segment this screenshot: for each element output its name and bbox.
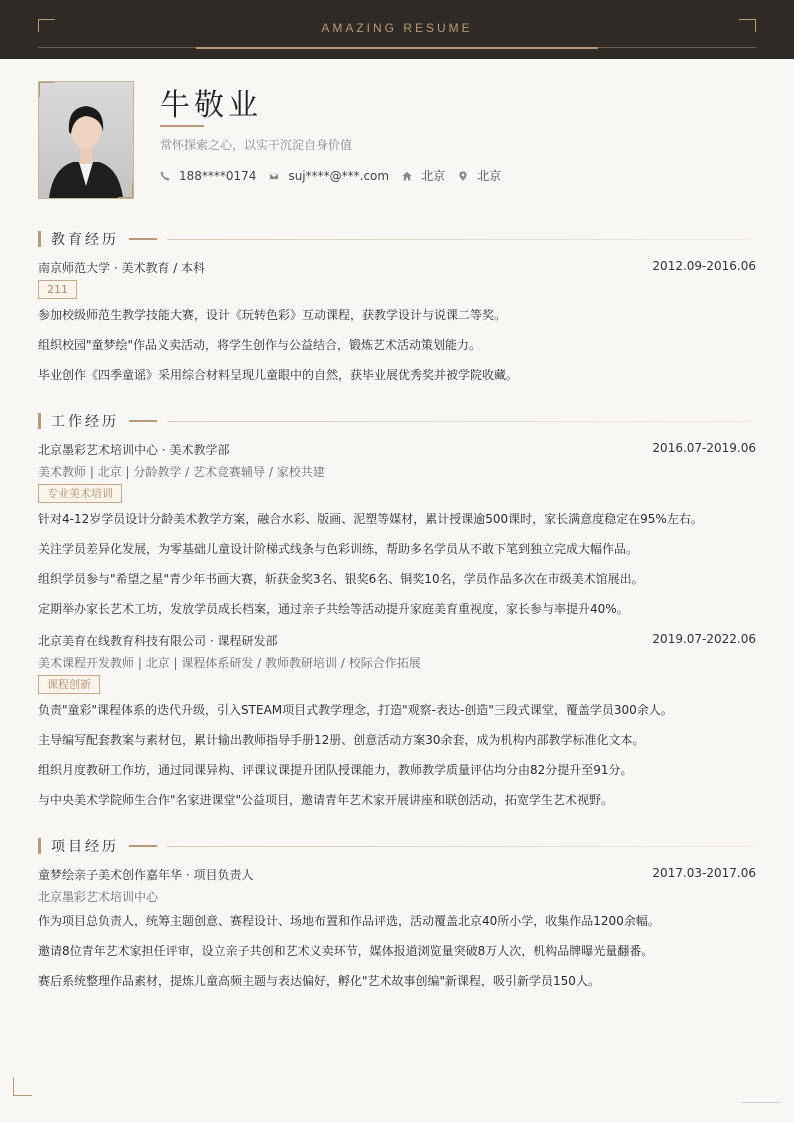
entry-bullet: 针对4-12岁学员设计分龄美术教学方案，融合水彩、版画、泥塑等媒材，累计授课逾500课时，家长满意度稳定在95%左右。 — [38, 512, 703, 526]
entry-heading: 南京师范大学 · 美术教育 / 本科 — [38, 261, 206, 275]
email-icon — [269, 171, 279, 181]
header-bar — [0, 0, 794, 59]
section-header-work — [38, 413, 756, 429]
work-entry-heading — [38, 441, 756, 458]
entry-date: 2016.07-2019.06 — [652, 441, 756, 455]
entry-bullet: 与中央美术学院师生合作"名家进课堂"公益项目，邀请青年艺术家开展讲座和联创活动，拓宽学生艺术视野。 — [38, 793, 614, 807]
brand-title: AMAZING RESUME — [321, 21, 473, 35]
entry-heading: 童梦绘亲子美术创作嘉年华 · 项目负责人 — [38, 868, 254, 882]
entry-bullet: 作为项目总负责人，统筹主题创意、赛程设计、场地布置和作品评选，活动覆盖北京40所小学，收集作品1200余幅。 — [38, 914, 660, 928]
entry-bullet: 组织学员参与"希望之星"青少年书画大赛，斩获金奖3名、银奖6名、铜奖10名，学员作品多次在市级美术馆展出。 — [38, 572, 644, 586]
entry-heading: 北京美育在线教育科技有限公司 · 课程研发部 — [38, 634, 278, 648]
contact-email — [269, 169, 389, 183]
entry-bullet: 参加校级师范生教学技能大赛，设计《玩转色彩》互动课程，获教学设计与说课二等奖。 — [38, 308, 507, 322]
personal-motto: 常怀探索之心，以实干沉淀自身价值 — [160, 138, 353, 152]
entry-bullet: 毕业创作《四季童谣》采用综合材料呈现儿童眼中的自然，获毕业展优秀奖并被学院收藏。 — [38, 368, 519, 382]
contact-info — [160, 167, 514, 184]
entry-tag: 课程创新 — [38, 675, 100, 694]
home-icon — [402, 171, 412, 181]
section-title: 项目经历 — [51, 839, 119, 855]
entry-subtitle: 美术课程开发教师 | 北京 | 课程体系研发 / 教师教研培训 / 校际合作拓展 — [38, 656, 421, 670]
footer-line — [742, 1102, 780, 1103]
section-title: 教育经历 — [51, 232, 119, 248]
work-entry-heading — [38, 632, 756, 649]
header-accent-line — [196, 47, 598, 49]
name-underline — [160, 125, 204, 127]
section-title: 工作经历 — [51, 414, 119, 430]
entry-heading: 北京墨彩艺术培训中心 · 美术教学部 — [38, 443, 230, 457]
education-entry-heading — [38, 259, 756, 276]
project-entry-heading — [38, 866, 756, 883]
entry-tag: 211 — [38, 280, 77, 299]
entry-subtitle: 北京墨彩艺术培训中心 — [38, 890, 159, 904]
location-icon — [458, 171, 468, 181]
section-header-projects — [38, 838, 756, 854]
entry-date: 2017.03-2017.06 — [652, 866, 756, 880]
profile-photo — [38, 81, 134, 199]
current-location: 北京 — [477, 169, 502, 183]
email-address: suj****@***.com — [288, 168, 390, 183]
entry-bullet: 邀请8位青年艺术家担任评审，设立亲子共创和艺术义卖环节，媒体报道浏览量突破8万人次，机构品牌曝光量翻番。 — [38, 944, 654, 958]
entry-bullet: 组织月度教研工作坊，通过同课异构、评课议课提升团队授课能力，教师教学质量评估均分由82分提升至91分。 — [38, 763, 633, 777]
avatar — [39, 82, 133, 198]
entry-subtitle: 美术教师 | 北京 | 分龄教学 / 艺术竞赛辅导 / 家校共建 — [38, 465, 325, 479]
candidate-name: 牛敬业 — [160, 88, 262, 123]
section-header-education — [38, 231, 756, 247]
entry-bullet: 定期举办家长艺术工坊，发放学员成长档案，通过亲子共绘等活动提升家庭美育重视度，家长参与率提升40%。 — [38, 602, 629, 616]
entry-tag: 专业美术培训 — [38, 484, 122, 503]
entry-date: 2012.09-2016.06 — [652, 259, 756, 273]
entry-bullet: 关注学员差异化发展，为零基础儿童设计阶梯式线条与色彩训练，帮助多名学员从不敢下笔到独立完成大幅作品。 — [38, 542, 639, 556]
entry-bullet: 主导编写配套教案与素材包，累计输出教师指导手册12册、创意活动方案30余套，成为机构内部教学标准化文本。 — [38, 733, 645, 747]
contact-hometown — [402, 167, 445, 184]
entry-bullet: 负责"童彩"课程体系的迭代升级，引入STEAM项目式教学理念，打造"观察-表达-创造"三段式课堂，覆盖学员300余人。 — [38, 703, 673, 717]
entry-bullet: 赛后系统整理作品素材，提炼儿童高频主题与表达偏好，孵化"艺术故事创编"新课程，吸引新学员150人。 — [38, 974, 600, 988]
entry-date: 2019.07-2022.06 — [652, 632, 756, 646]
phone-number: 188****0174 — [179, 168, 257, 183]
hometown: 北京 — [421, 169, 446, 183]
corner-decoration — [13, 1077, 32, 1096]
entry-bullet: 组织校园"童梦绘"作品义卖活动，将学生创作与公益结合，锻炼艺术活动策划能力。 — [38, 338, 482, 352]
contact-location — [458, 167, 501, 184]
contact-phone — [160, 169, 256, 183]
phone-icon — [160, 171, 170, 181]
